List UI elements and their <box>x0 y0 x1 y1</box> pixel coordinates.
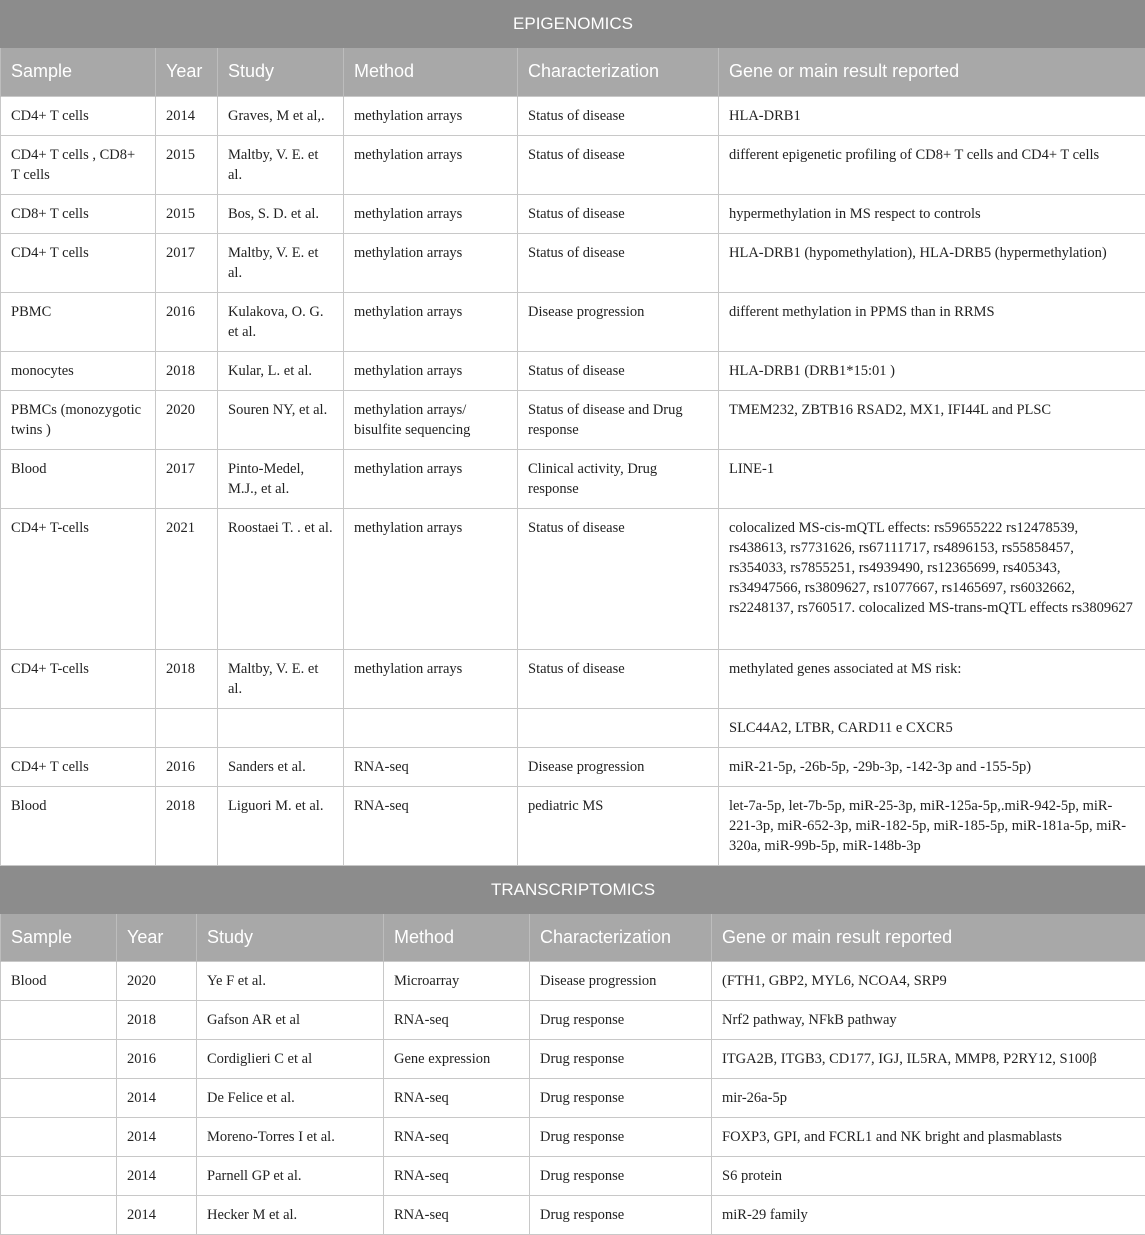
table-cell <box>1 1118 117 1157</box>
table-cell: CD4+ T-cells <box>1 649 156 708</box>
table-cell: 2018 <box>117 1001 197 1040</box>
table-cell: methylation arrays <box>344 649 518 708</box>
table-cell: Nrf2 pathway, NFkB pathway <box>712 1001 1145 1040</box>
table-cell: Pinto-Medel, M.J., et al. <box>218 449 344 508</box>
table-cell: Drug response <box>530 1079 712 1118</box>
table-cell: PBMC <box>1 292 156 351</box>
table-cell: Drug response <box>530 1157 712 1196</box>
table-cell: methylation arrays <box>344 96 518 135</box>
table-cell: Status of disease <box>518 96 719 135</box>
table-cell: CD4+ T cells , CD8+ T cells <box>1 135 156 194</box>
header-row <box>1 48 1145 96</box>
table-cell: 2021 <box>156 508 218 649</box>
table-cell: 2017 <box>156 449 218 508</box>
table-cell: methylation arrays <box>344 292 518 351</box>
table-cell: methylation arrays <box>344 508 518 649</box>
table-cell: Sanders et al. <box>218 747 344 786</box>
table-cell: RNA-seq <box>384 1157 530 1196</box>
table-cell: Disease progression <box>518 747 719 786</box>
table-cell: Status of disease <box>518 351 719 390</box>
table-row <box>1 135 1145 194</box>
table-cell: De Felice et al. <box>197 1079 384 1118</box>
table-cell: 2016 <box>156 747 218 786</box>
table-cell: Drug response <box>530 1118 712 1157</box>
table-cell: RNA-seq <box>384 1118 530 1157</box>
table-cell: CD4+ T cells <box>1 96 156 135</box>
table-cell: Kulakova, O. G. et al. <box>218 292 344 351</box>
table-cell <box>1 1079 117 1118</box>
table-cell <box>1 1040 117 1079</box>
table-cell <box>1 708 156 747</box>
transcriptomics-table <box>0 866 1145 1235</box>
table-row <box>1 1157 1145 1196</box>
epi-body <box>1 96 1145 865</box>
table-cell: 2014 <box>156 96 218 135</box>
table-row <box>1 786 1145 865</box>
table-row <box>1 390 1145 449</box>
table-cell: Status of disease <box>518 135 719 194</box>
table-cell: hypermethylation in MS respect to controls <box>719 194 1145 233</box>
table-row <box>1 194 1145 233</box>
table-cell <box>344 708 518 747</box>
table-cell: 2014 <box>117 1196 197 1235</box>
table-row <box>1 1001 1145 1040</box>
table-cell: Status of disease <box>518 649 719 708</box>
table-cell: RNA-seq <box>344 747 518 786</box>
table-cell: 2015 <box>156 194 218 233</box>
table-cell: Blood <box>1 962 117 1001</box>
table-row <box>1 1040 1145 1079</box>
table-cell: Cordiglieri C et al <box>197 1040 384 1079</box>
table-cell: methylation arrays <box>344 351 518 390</box>
column-header: Year <box>117 914 197 962</box>
table-row <box>1 1118 1145 1157</box>
table-cell: RNA-seq <box>384 1196 530 1235</box>
table-cell: Parnell GP et al. <box>197 1157 384 1196</box>
table-cell: Bos, S. D. et al. <box>218 194 344 233</box>
table-row <box>1 508 1145 649</box>
table-cell: Souren NY, et al. <box>218 390 344 449</box>
table-cell: Disease progression <box>518 292 719 351</box>
trans-body <box>1 962 1145 1235</box>
table-cell: HLA-DRB1 (DRB1*15:01 ) <box>719 351 1145 390</box>
table-cell: Gene expression <box>384 1040 530 1079</box>
table-cell: CD4+ T cells <box>1 233 156 292</box>
table-cell: Status of disease <box>518 194 719 233</box>
table-cell: 2020 <box>156 390 218 449</box>
table-cell: monocytes <box>1 351 156 390</box>
table-cell: methylation arrays/ bisulfite sequencing <box>344 390 518 449</box>
column-header: Gene or main result reported <box>712 914 1145 962</box>
table-cell: Blood <box>1 786 156 865</box>
table-cell: Microarray <box>384 962 530 1001</box>
table-cell: miR-29 family <box>712 1196 1145 1235</box>
table-cell: Maltby, V. E. et al. <box>218 233 344 292</box>
table-cell: FOXP3, GPI, and FCRL1 and NK bright and plasmablasts <box>712 1118 1145 1157</box>
table-cell: methylation arrays <box>344 135 518 194</box>
section-title: TRANSCRIPTOMICS <box>1 866 1145 914</box>
table-cell: Roostaei T. . et al. <box>218 508 344 649</box>
table-row <box>1 708 1145 747</box>
table-row <box>1 962 1145 1001</box>
table-cell: Gafson AR et al <box>197 1001 384 1040</box>
table-cell: Status of disease <box>518 233 719 292</box>
column-header: Characterization <box>530 914 712 962</box>
table-cell: Drug response <box>530 1001 712 1040</box>
column-header: Sample <box>1 48 156 96</box>
table-cell: Clinical activity, Drug response <box>518 449 719 508</box>
table-cell: Moreno-Torres I et al. <box>197 1118 384 1157</box>
table-cell: LINE-1 <box>719 449 1145 508</box>
table-cell: Graves, M et al,. <box>218 96 344 135</box>
table-cell: 2016 <box>117 1040 197 1079</box>
table-cell: CD4+ T cells <box>1 747 156 786</box>
table-cell: methylation arrays <box>344 449 518 508</box>
table-row <box>1 96 1145 135</box>
table-cell: Status of disease and Drug response <box>518 390 719 449</box>
table-row <box>1 233 1145 292</box>
table-cell: 2018 <box>156 786 218 865</box>
table-cell: mir-26a-5p <box>712 1079 1145 1118</box>
table-cell <box>1 1001 117 1040</box>
table-cell: methylation arrays <box>344 194 518 233</box>
table-cell: let-7a-5p, let-7b-5p, miR-25-3p, miR-125a-5p,.miR-942-5p, miR-221-3p, miR-652-3p, miR-182-5p, miR-185-5p, miR-181a-5p, miR-320a, miR-99b-5p, miR-148b-3p <box>719 786 1145 865</box>
table-cell: (FTH1, GBP2, MYL6, NCOA4, SRP9 <box>712 962 1145 1001</box>
column-header: Characterization <box>518 48 719 96</box>
table-cell: 2014 <box>117 1157 197 1196</box>
table-cell <box>218 708 344 747</box>
table-row <box>1 747 1145 786</box>
table-cell: 2016 <box>156 292 218 351</box>
table-cell: Status of disease <box>518 508 719 649</box>
column-header: Study <box>197 914 384 962</box>
table-cell <box>1 1196 117 1235</box>
column-header: Study <box>218 48 344 96</box>
column-header: Gene or main result reported <box>719 48 1145 96</box>
column-header: Year <box>156 48 218 96</box>
table-cell: 2018 <box>156 351 218 390</box>
table-cell <box>518 708 719 747</box>
table-cell: Hecker M et al. <box>197 1196 384 1235</box>
table-cell: RNA-seq <box>384 1001 530 1040</box>
table-cell: pediatric MS <box>518 786 719 865</box>
table-cell: Disease progression <box>530 962 712 1001</box>
table-row <box>1 1196 1145 1235</box>
table-cell: miR-21-5p, -26b-5p, -29b-3p, -142-3p and -155-5p) <box>719 747 1145 786</box>
table-cell: Ye F et al. <box>197 962 384 1001</box>
section-title: EPIGENOMICS <box>1 0 1145 48</box>
table-cell: HLA-DRB1 (hypomethylation), HLA-DRB5 (hypermethylation) <box>719 233 1145 292</box>
table-cell: 2014 <box>117 1118 197 1157</box>
table-cell: Drug response <box>530 1196 712 1235</box>
table-cell: different methylation in PPMS than in RRMS <box>719 292 1145 351</box>
table-cell: ITGA2B, ITGB3, CD177, IGJ, IL5RA, MMP8, P2RY12, S100β <box>712 1040 1145 1079</box>
table-cell: methylated genes associated at MS risk: <box>719 649 1145 708</box>
table-cell: different epigenetic profiling of CD8+ T cells and CD4+ T cells <box>719 135 1145 194</box>
table-cell: CD8+ T cells <box>1 194 156 233</box>
table-cell <box>156 708 218 747</box>
header-row <box>1 914 1145 962</box>
table-cell: Liguori M. et al. <box>218 786 344 865</box>
table-cell: methylation arrays <box>344 233 518 292</box>
table-cell: HLA-DRB1 <box>719 96 1145 135</box>
table-cell: 2014 <box>117 1079 197 1118</box>
table-row <box>1 649 1145 708</box>
column-header: Method <box>344 48 518 96</box>
table-cell: 2020 <box>117 962 197 1001</box>
table-cell: Maltby, V. E. et al. <box>218 649 344 708</box>
table-row <box>1 1079 1145 1118</box>
table-row <box>1 292 1145 351</box>
table-cell: 2017 <box>156 233 218 292</box>
table-cell: Maltby, V. E. et al. <box>218 135 344 194</box>
table-cell: Blood <box>1 449 156 508</box>
table-cell: colocalized MS-cis-mQTL effects: rs59655222 rs12478539, rs438613, rs7731626, rs67111717, rs4896153, rs55858457, rs354033, rs7855251, rs4939490, rs12365699, rs405343, rs34947566, rs3809627, rs1077667, rs1465697, rs6032662, rs2248137, rs760517. colocalized MS-trans-mQTL effects rs3809627 <box>719 508 1145 649</box>
table-cell: SLC44A2, LTBR, CARD11 e CXCR5 <box>719 708 1145 747</box>
table-cell: 2018 <box>156 649 218 708</box>
column-header: Sample <box>1 914 117 962</box>
table-cell: TMEM232, ZBTB16 RSAD2, MX1, IFI44L and PLSC <box>719 390 1145 449</box>
table-cell: 2015 <box>156 135 218 194</box>
table-row <box>1 449 1145 508</box>
table-cell: RNA-seq <box>384 1079 530 1118</box>
table-cell: Kular, L. et al. <box>218 351 344 390</box>
table-cell: CD4+ T-cells <box>1 508 156 649</box>
table-cell: PBMCs (monozygotic twins ) <box>1 390 156 449</box>
column-header: Method <box>384 914 530 962</box>
table-cell <box>1 1157 117 1196</box>
table-row <box>1 351 1145 390</box>
table-cell: Drug response <box>530 1040 712 1079</box>
table-cell: RNA-seq <box>344 786 518 865</box>
table-cell: S6 protein <box>712 1157 1145 1196</box>
